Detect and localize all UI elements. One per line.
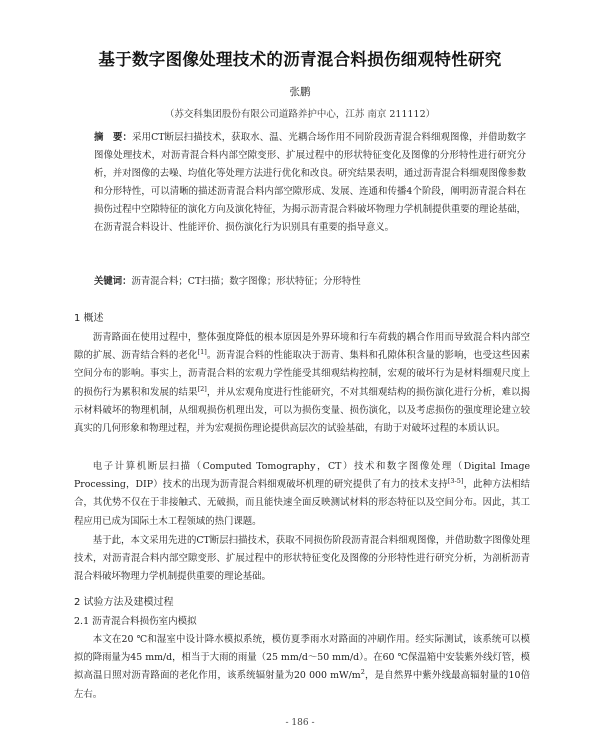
keywords-text: 沥青混合料；CT扫描；数字图像；形状特征；分形特性 xyxy=(131,276,361,287)
citation: [2] xyxy=(197,384,207,393)
page-number: - 186 - xyxy=(285,718,315,728)
section-1-paragraph-3: 基于此，本文采用先进的CT断层扫描技术，获取不同损伤阶段沥青混合料细观图像，并借助数字图像处理技术，对沥青混合料内部空隙变形、扩展过程中的形状特征变化及图像的分形特性进行研究分析，为剖析沥青混合料破坏物理力学机制提供重要的理论基础。 xyxy=(74,535,530,583)
subsection-2-1-heading: 2.1 沥青混合料损伤室内模拟 xyxy=(74,616,197,627)
citation: [3-5] xyxy=(447,477,464,486)
paper-title: 基于数字图像处理技术的沥青混合料损伤细观特性研究 xyxy=(98,50,502,69)
abstract-label: 摘 要： xyxy=(94,132,133,143)
abstract-text: 采用CT断层扫描技术，获取水、温、光耦合场作用不同阶段沥青混合料细观图像，并借助数字图像处理技术，对沥青混合料内部空隙变形、扩展过程中的形状特征变化及图像的分形特性进行研究分析，并对图像的去噪、均值化等处理方法进行优化和改良。研究结果表明，通过沥青混合料细观图像参数和分形特性，可以清晰的描述沥青混合料内部空隙形成、发展、连通和传播4个阶段，阐明沥青混合料在损伤过程中空隙特征的演化方向及演化特征，为揭示沥青混合料破坏物理力学机制提供重要的理论基础，在沥青混合料设计、性能评价、损伤演化行为识别具有重要的指导意义。 xyxy=(94,132,526,233)
superscript: 2 xyxy=(360,668,365,677)
citation: [1] xyxy=(197,348,207,357)
section-1-paragraph-1: 沥青路面在使用过程中，整体强度降低的根本原因是外界环境和行车荷载的耦合作用而导致混合料内部空隙的扩展、沥青结合料的老化[1]。沥青混合料的性能取决于沥青、集料和孔隙体积含量的影响，也受这些因素空间分布的影响。事实上，沥青混合料的宏观力学性能受其细观结构控制，宏观的破坏行为是材料细观尺度上的损伤行为累积和发展的结果[2]，并从宏观角度进行性能研究，不对其细观结构的损伤演化进行分析，难以揭示材料破坏的物理机制，从细观损伤机理出发，可以为损伤变量、损伤演化，以及考虑损伤的强度理论建立较真实的几何形象和物理过程，并为宏观损伤理论提供高层次的试验基础，有助于对破坏过程的本质认识。 xyxy=(74,332,530,435)
author-affiliation: （苏交科集团股份有限公司道路养护中心，江苏 南京 211112） xyxy=(164,109,436,120)
keywords xyxy=(94,273,526,291)
section-1-heading: 1 概述 xyxy=(74,313,104,324)
abstract xyxy=(94,129,526,237)
section-2-heading: 2 试验方法及建模过程 xyxy=(74,597,174,608)
section-1-paragraph-2: 电子计算机断层扫描（Computed Tomography，CT）技术和数字图像处理（Digital Image Processing，DIP）技术的出现为沥青混合料细观破坏机理的研究提供了有力的技术支持[3-5]，此种方法相结合，其优势不仅在于非接触式、无破损，而且能快速全面反映测试材料的形态特征以及空间分布。因此，其工程应用已成为国际土木工程领域的热门课题。 xyxy=(74,461,530,527)
section-2-paragraph-1: 本文在20 ℃和湿室中设计降水模拟系统，模仿夏季雨水对路面的冲刷作用。经实际测试，该系统可以模拟的降雨量为45 mm/d，相当于大雨的雨量（25 mm/d～50 mm/d）。在60 ℃保温箱中安装紫外线灯管，模拟高温日照对沥青路面的老化作用，该系统辐射量为20 000 mW/m$^2$，是自然界中紫外线最高辐射量的10倍左右。 xyxy=(74,634,530,700)
keywords-label: 关键词： xyxy=(94,276,132,287)
author-name: 张鹏 xyxy=(289,86,311,98)
